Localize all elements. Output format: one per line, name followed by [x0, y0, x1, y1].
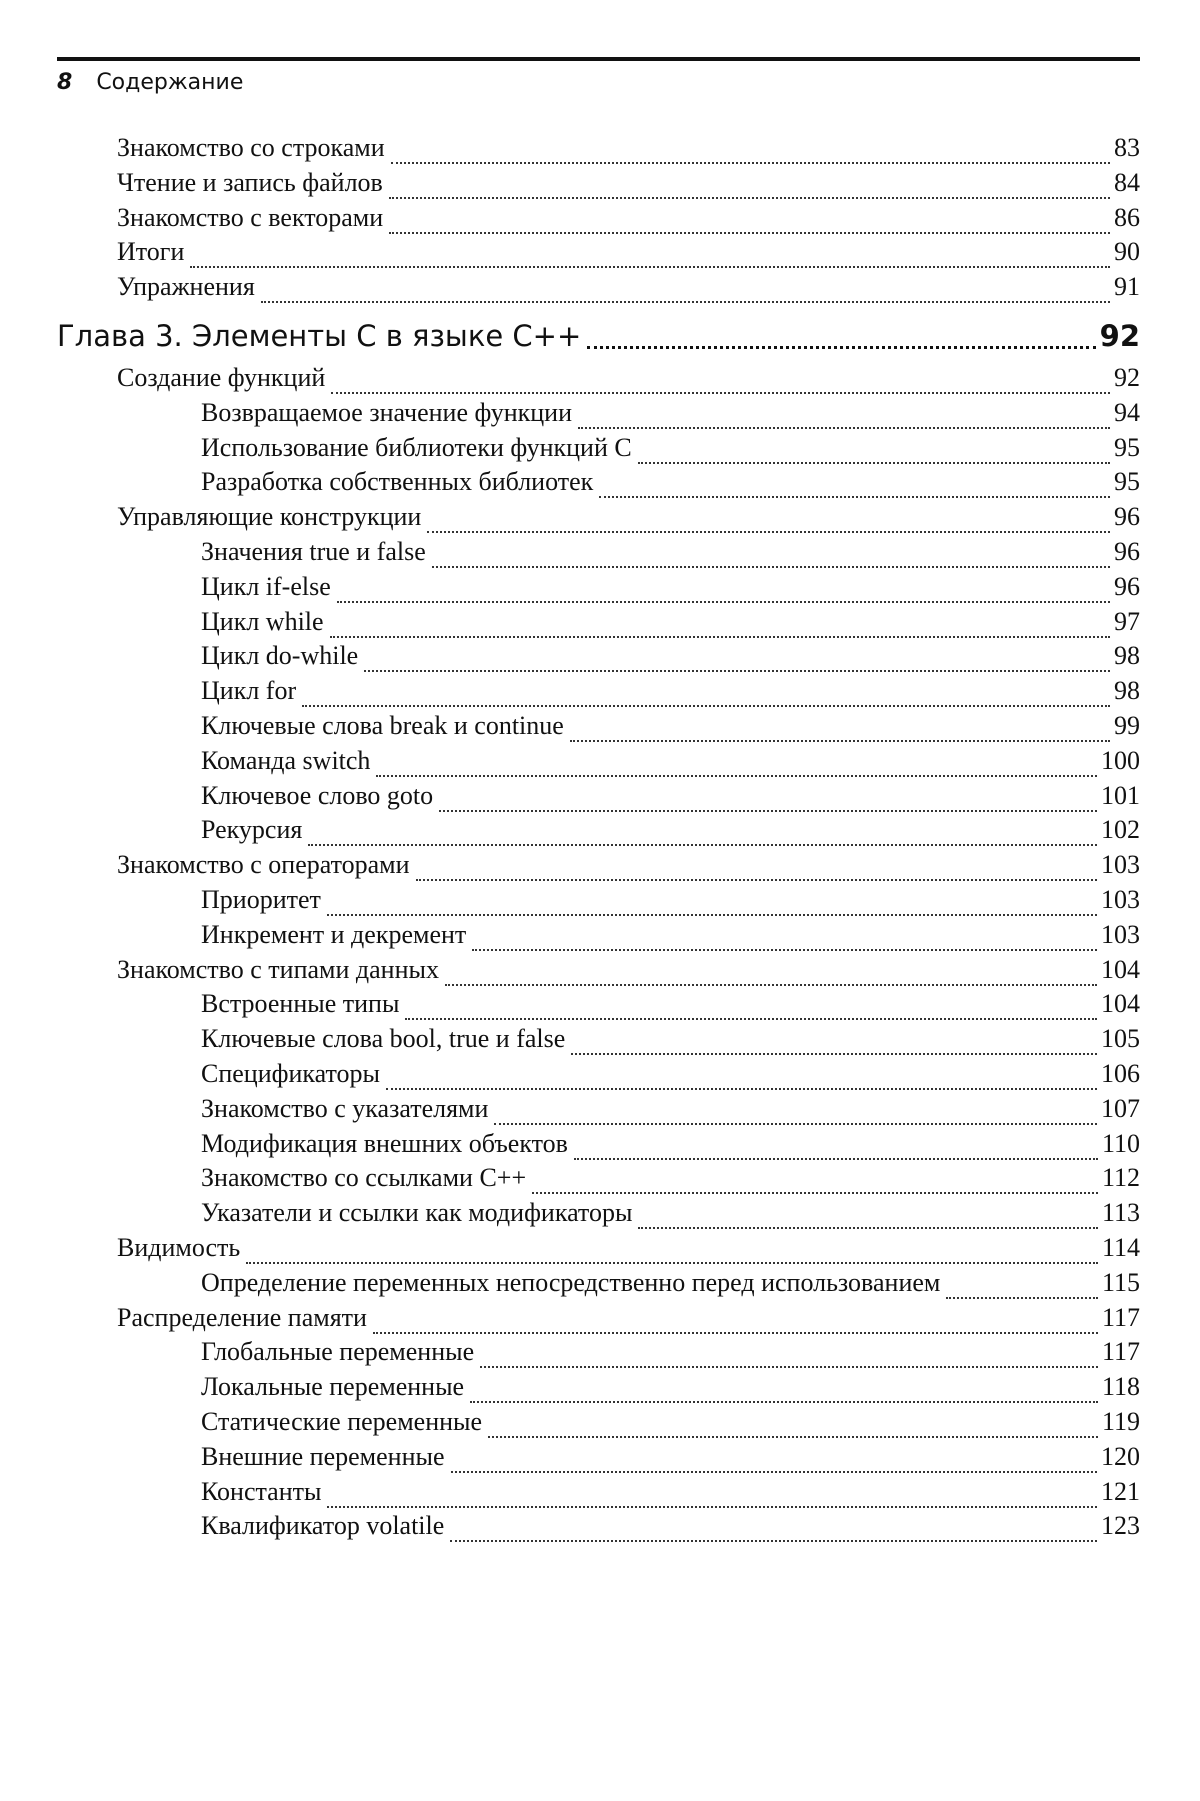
toc-entry-page: 90: [1114, 237, 1140, 267]
dot-leader: [190, 266, 1110, 268]
dot-leader: [327, 914, 1097, 916]
toc-entry-page: 95: [1114, 432, 1140, 462]
dot-leader: [480, 1366, 1098, 1368]
toc-entry-title: Спецификаторы: [201, 1059, 380, 1088]
toc-entry-page: 114: [1101, 1233, 1140, 1262]
toc-entry-page: 96: [1114, 537, 1140, 566]
header-rule: [57, 57, 1140, 61]
dot-leader: [302, 705, 1110, 707]
toc-entry-title: Цикл for: [201, 676, 297, 706]
toc-entry-page: 92: [1099, 319, 1140, 353]
toc-entry-page: 104: [1101, 989, 1140, 1019]
toc-entry-title: Модификация внешних объектов: [201, 1128, 568, 1158]
toc-entry-page: 92: [1114, 363, 1140, 392]
toc-entry-page: 96: [1114, 571, 1140, 601]
toc-entry-title: Инкремент и декремент: [201, 919, 467, 949]
dot-leader: [376, 775, 1097, 777]
dot-leader: [308, 844, 1097, 846]
toc-entry-title: Распределение памяти: [117, 1302, 367, 1332]
toc-entry-title: Константы: [201, 1476, 322, 1506]
toc-entry-page: 97: [1114, 606, 1140, 636]
toc-row[interactable]: [201, 1511, 1140, 1551]
toc-entry-title: Цикл do-while: [201, 641, 359, 671]
toc-entry-page: 105: [1101, 1024, 1140, 1054]
dot-leader: [337, 601, 1110, 603]
dot-leader: [330, 636, 1110, 638]
toc-entry-title: Создание функций: [117, 363, 326, 392]
toc-entry-title: Встроенные типы: [201, 989, 400, 1019]
dot-leader: [587, 346, 1095, 349]
toc-entry-page: 121: [1101, 1476, 1140, 1506]
dot-leader: [389, 197, 1110, 199]
dot-leader: [405, 1018, 1097, 1020]
toc-entry-title: Знакомство со ссылками С++: [201, 1163, 527, 1193]
dot-leader: [574, 1158, 1098, 1160]
toc-chapter-row[interactable]: [57, 319, 1140, 359]
toc-entry-title: Глава 3. Элементы С в языке С++: [57, 319, 582, 353]
toc-entry-title: Команда switch: [201, 745, 371, 775]
toc-entry-title: Знакомство со строками: [117, 133, 385, 162]
dot-leader: [532, 1192, 1098, 1194]
toc-entry-page: 103: [1101, 850, 1140, 880]
dot-leader: [416, 879, 1097, 881]
toc-entry-page: 104: [1101, 954, 1140, 984]
dot-leader: [391, 162, 1110, 164]
toc-entry-title: Квалификатор volatile: [201, 1511, 445, 1541]
dot-leader: [494, 1123, 1097, 1125]
toc-entry-page: 84: [1114, 167, 1140, 197]
dot-leader: [570, 740, 1110, 742]
dot-leader: [488, 1436, 1098, 1438]
toc-entry-title: Приоритет: [201, 885, 321, 914]
toc-entry-page: 103: [1101, 885, 1140, 914]
toc-entry-page: 117: [1101, 1302, 1140, 1332]
toc-entry-page: 107: [1101, 1093, 1140, 1123]
toc-entry-page: 102: [1101, 815, 1140, 845]
toc-entry-title: Упражнения: [117, 272, 255, 302]
toc-entry-page: 101: [1101, 780, 1140, 810]
dot-leader: [373, 1332, 1098, 1334]
dot-leader: [427, 531, 1110, 533]
dot-leader: [578, 427, 1110, 429]
toc-entry-title: Внешние переменные: [201, 1441, 445, 1471]
dot-leader: [432, 566, 1110, 568]
toc-entry-title: Итоги: [117, 237, 185, 267]
toc-entry-title: Ключевые слова break и continue: [201, 711, 564, 740]
dot-leader: [246, 1262, 1098, 1264]
dot-leader: [638, 1227, 1098, 1229]
dot-leader: [472, 949, 1097, 951]
toc-entry-page: 98: [1114, 641, 1140, 671]
dot-leader: [571, 1053, 1097, 1055]
toc-entry-title: Чтение и запись файлов: [117, 167, 383, 197]
toc-entry-title: Знакомство с указателями: [201, 1093, 489, 1123]
toc-entry-title: Локальные переменные: [201, 1372, 465, 1402]
toc-entry-page: 98: [1114, 676, 1140, 706]
toc-entry-page: 83: [1114, 133, 1140, 162]
dot-leader: [327, 1506, 1097, 1508]
toc-entry-page: 91: [1114, 272, 1140, 302]
dot-leader: [638, 462, 1110, 464]
toc-entry-page: 123: [1101, 1511, 1140, 1541]
toc-entry-title: Рекурсия: [201, 815, 303, 845]
toc-entry-page: 95: [1114, 467, 1140, 497]
toc-entry-page: 119: [1101, 1407, 1140, 1436]
toc-entry-title: Знакомство с векторами: [117, 202, 384, 232]
toc-entry-title: Видимость: [117, 1233, 241, 1262]
toc-entry-page: 99: [1114, 711, 1140, 740]
running-head: [57, 70, 243, 95]
toc-entry-title: Определение переменных непосредственно перед использованием: [201, 1267, 941, 1297]
dot-leader: [331, 392, 1110, 394]
dot-leader: [470, 1401, 1098, 1403]
toc-entry-page: 96: [1114, 502, 1140, 532]
dot-leader: [445, 984, 1097, 986]
toc-entry-title: Ключевое слово goto: [201, 780, 434, 810]
toc-entry-page: 112: [1101, 1163, 1140, 1193]
dot-leader: [364, 670, 1110, 672]
toc-entry-page: 103: [1101, 919, 1140, 949]
toc-entry-title: Статические переменные: [201, 1407, 483, 1436]
toc-entry-page: 113: [1101, 1198, 1140, 1228]
dot-leader: [386, 1088, 1097, 1090]
toc-entry-page: 100: [1101, 745, 1140, 775]
toc-entry-title: Цикл if-else: [201, 571, 331, 601]
dot-leader: [389, 232, 1110, 234]
toc-entry-title: Значения true и false: [201, 537, 426, 566]
toc-entry-title: Знакомство с типами данных: [117, 954, 439, 984]
toc-entry-page: 118: [1101, 1372, 1140, 1402]
toc-entry-title: Указатели и ссылки как модификаторы: [201, 1198, 633, 1228]
toc-entry-title: Ключевые слова bool, true и false: [201, 1024, 566, 1054]
toc-entry-title: Возвращаемое значение функции: [201, 397, 572, 427]
toc-entry-page: 110: [1101, 1128, 1140, 1158]
toc-entry-title: Глобальные переменные: [201, 1337, 475, 1367]
toc-entry-page: 120: [1101, 1441, 1140, 1471]
dot-leader: [450, 1540, 1097, 1542]
dot-leader: [261, 301, 1110, 303]
running-title: Содержание: [96, 70, 244, 95]
dot-leader: [599, 496, 1110, 498]
toc-row[interactable]: [117, 272, 1140, 312]
page-number: 8: [57, 70, 73, 95]
toc-entry-page: 117: [1101, 1337, 1140, 1367]
dot-leader: [451, 1471, 1097, 1473]
toc-entry-title: Использование библиотеки функций С: [201, 432, 632, 462]
dot-leader: [946, 1297, 1098, 1299]
toc-entry-page: 86: [1114, 202, 1140, 232]
toc-entry-page: 94: [1114, 397, 1140, 427]
toc-entry-page: 106: [1101, 1059, 1140, 1088]
dot-leader: [439, 810, 1097, 812]
toc-entry-title: Цикл while: [201, 606, 324, 636]
toc-entry-page: 115: [1101, 1267, 1140, 1297]
toc-entry-title: Знакомство с операторами: [117, 850, 410, 880]
toc-entry-title: Управляющие конструкции: [117, 502, 422, 532]
toc-entry-title: Разработка собственных библиотек: [201, 467, 594, 497]
